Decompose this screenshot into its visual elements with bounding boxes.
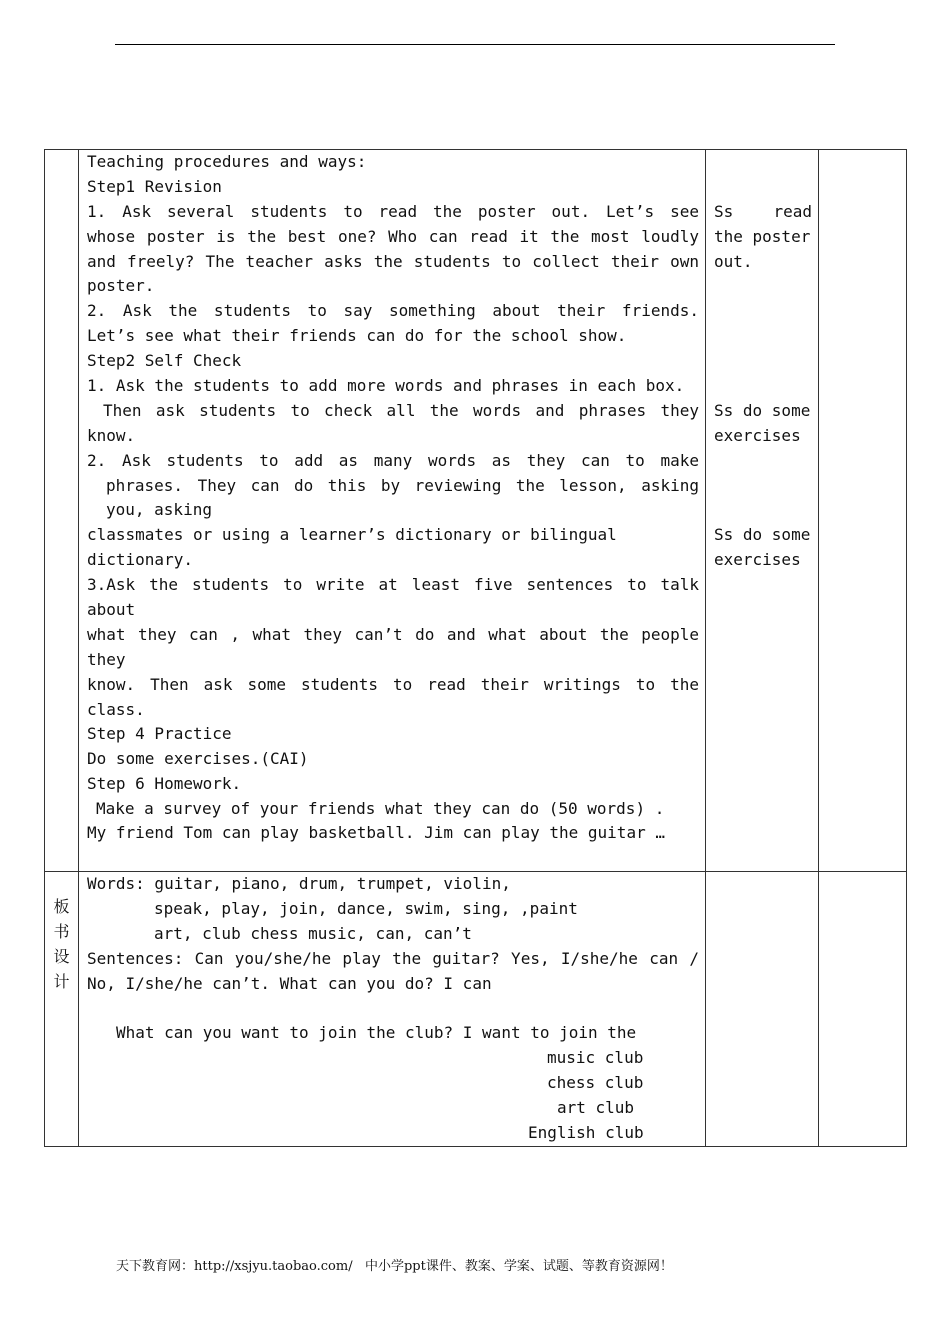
blackboard-label-cell bbox=[45, 872, 79, 1147]
text-line: Then ask students to check all the words and phrases they bbox=[103, 400, 699, 420]
procedures-cell bbox=[79, 150, 706, 872]
procedures-heading: Teaching procedures and ways: bbox=[87, 152, 367, 171]
activity-line: Ss do some bbox=[714, 400, 811, 420]
text-line: 2. Ask the students to say something about their friends. bbox=[87, 301, 699, 321]
board-line: speak, play, join, dance, swim, sing, ,paint bbox=[154, 898, 578, 918]
text-line: 1. Ask several students to read the poster out. Let’s see bbox=[87, 201, 699, 221]
row-label-cell bbox=[45, 150, 79, 872]
board-line: music club bbox=[547, 1048, 644, 1068]
board-line: art club bbox=[557, 1098, 635, 1118]
activity-line: exercises bbox=[714, 425, 801, 445]
text-line: 3.Ask the students to write at least five sentences to talk bbox=[87, 575, 699, 595]
side-label-char: 板 bbox=[53, 899, 70, 916]
activities-cell bbox=[706, 150, 819, 872]
text-line: you, asking bbox=[106, 500, 212, 520]
blackboard-activities-cell bbox=[706, 872, 819, 1147]
blackboard-notes-cell bbox=[819, 872, 907, 1147]
blackboard-row bbox=[45, 872, 907, 1147]
board-line: What can you want to join the club? I want to join the bbox=[116, 1023, 637, 1043]
text-line: class. bbox=[87, 699, 145, 719]
activity-line: Ss do some bbox=[714, 525, 811, 545]
board-line: No, I/she/he can’t. What can you do? I can bbox=[87, 973, 492, 993]
step-heading: Step1 Revision bbox=[87, 176, 222, 196]
activity-line: out. bbox=[714, 251, 753, 271]
step-heading: Step2 Self Check bbox=[87, 351, 242, 371]
notes-cell bbox=[819, 150, 907, 872]
blackboard-cell bbox=[79, 872, 706, 1147]
board-line: Words: guitar, piano, drum, trumpet, violin, bbox=[87, 874, 511, 893]
text-line: classmates or using a learner’s dictionary or bilingual bbox=[87, 525, 617, 545]
text-line: Make a survey of your friends what they can do (50 words) . bbox=[96, 799, 665, 819]
text-line: know. bbox=[87, 425, 136, 445]
board-line: chess club bbox=[547, 1073, 644, 1093]
footer-text: 天下教育网：http://xsjyu.taobao.com/ 中小学ppt课件、教案、学案、试题、等教育资源网！ bbox=[116, 1259, 673, 1274]
step-heading: Step 4 Practice bbox=[87, 724, 232, 744]
text-line: know. Then ask some students to read their writings to the bbox=[87, 674, 699, 694]
procedures-row bbox=[45, 150, 907, 872]
board-line bbox=[87, 996, 699, 1021]
side-label-char: 计 bbox=[53, 973, 70, 991]
header-rule bbox=[115, 44, 835, 45]
side-label-char: 设 bbox=[53, 948, 70, 966]
text-line: 2. Ask students to add as many words as they can to make bbox=[87, 450, 699, 470]
text-line: Let’s see what their friends can do for the school show. bbox=[87, 326, 627, 346]
text-line: what they can , what they can’t do and what about the people bbox=[87, 624, 699, 644]
text-line: dictionary. bbox=[87, 550, 193, 570]
lesson-plan-table bbox=[44, 149, 907, 1147]
activity-line: Ss read bbox=[714, 201, 812, 221]
activity-line: the poster bbox=[714, 226, 811, 246]
text-line: Do some exercises.(CAI) bbox=[87, 749, 309, 769]
text-line: and freely? The teacher asks the students to collect their own bbox=[87, 251, 699, 271]
text-line: 1. Ask the students to add more words and phrases in each box. bbox=[87, 376, 685, 396]
text-line: whose poster is the best one? Who can read it the most loudly bbox=[87, 226, 699, 246]
text-line: phrases. They can do this by reviewing the lesson, asking bbox=[106, 475, 699, 495]
side-label-char: 书 bbox=[53, 923, 70, 941]
text-line: poster. bbox=[87, 276, 155, 296]
text-line: about bbox=[87, 600, 136, 620]
board-line: English club bbox=[528, 1122, 644, 1142]
text-line: My friend Tom can play basketball. Jim can play the guitar … bbox=[87, 823, 665, 843]
step-heading: Step 6 Homework. bbox=[87, 774, 242, 794]
board-line: art, club chess music, can, can’t bbox=[154, 923, 472, 943]
text-line: they bbox=[87, 649, 126, 669]
activity-line: exercises bbox=[714, 550, 801, 570]
board-line: Sentences: Can you/she/he play the guitar? Yes, I/she/he can / bbox=[87, 948, 699, 968]
